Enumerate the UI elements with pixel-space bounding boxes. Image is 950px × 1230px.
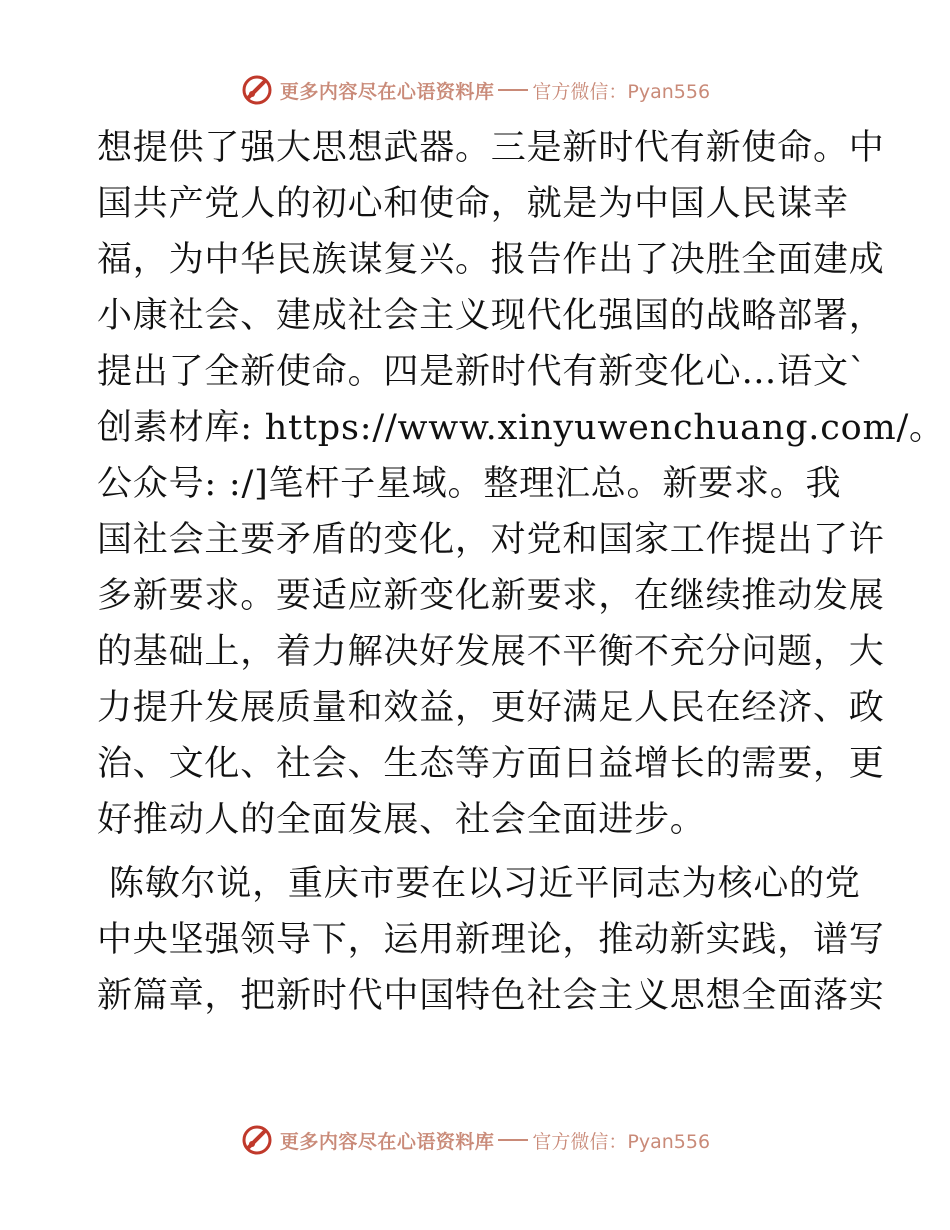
paragraph-1 bbox=[97, 120, 945, 848]
text-line: 国社会主要矛盾的变化，对党和国家工作提出了许 bbox=[97, 520, 885, 560]
text-line: 好推动人的全面发展、社会全面进步。 bbox=[97, 800, 706, 840]
text-line: 力提升发展质量和效益，更好满足人民在经济、政 bbox=[97, 688, 885, 728]
text-line: 想提供了强大思想武器。三是新时代有新使命。中 bbox=[97, 128, 885, 168]
text-line: 中央坚强领导下，运用新理论，推动新实践，谱写 bbox=[97, 920, 885, 960]
header-wechat: 官方微信：Pyan556 bbox=[532, 80, 711, 103]
text-line: 治、文化、社会、生态等方面日益增长的需要，更 bbox=[97, 744, 885, 784]
header-banner bbox=[0, 70, 950, 110]
brand-logo-icon bbox=[240, 1123, 274, 1157]
text-line: 新篇章，把新时代中国特色社会主义思想全面落实 bbox=[97, 976, 885, 1016]
text-line: 国共产党人的初心和使命，就是为中国人民谋幸 bbox=[97, 184, 849, 224]
paragraph-2 bbox=[97, 856, 885, 1024]
paragraph-gap bbox=[97, 848, 857, 856]
text-line: 小康社会、建成社会主义现代化强国的战略部署， bbox=[97, 296, 885, 336]
footer-brand-text: 更多内容尽在心语资料库 bbox=[279, 1130, 495, 1153]
brand-logo-icon bbox=[240, 73, 274, 107]
footer-banner bbox=[0, 1120, 950, 1160]
text-line: 提出了全新使命。四是新时代有新变化心…语文` bbox=[97, 352, 868, 392]
header-brand-text: 更多内容尽在心语资料库 bbox=[279, 80, 495, 103]
text-line: 公众号: :/]笔杆子星域。整理汇总。新要求。我 bbox=[97, 464, 842, 504]
text-line: 陈敏尔说，重庆市要在以习近平同志为核心的党 bbox=[97, 864, 861, 904]
footer-divider bbox=[498, 1139, 528, 1141]
header-divider bbox=[498, 89, 528, 91]
text-line: 多新要求。要适应新变化新要求，在继续推动发展 bbox=[97, 576, 885, 616]
text-line: 的基础上，着力解决好发展不平衡不充分问题，大 bbox=[97, 632, 885, 672]
footer-wechat: 官方微信：Pyan556 bbox=[532, 1130, 711, 1153]
text-line: 创素材库: https://www.xinyuwenchuang.com/。 bbox=[97, 408, 945, 448]
document-body bbox=[97, 120, 945, 1024]
text-line: 福，为中华民族谋复兴。报告作出了决胜全面建成 bbox=[97, 240, 885, 280]
